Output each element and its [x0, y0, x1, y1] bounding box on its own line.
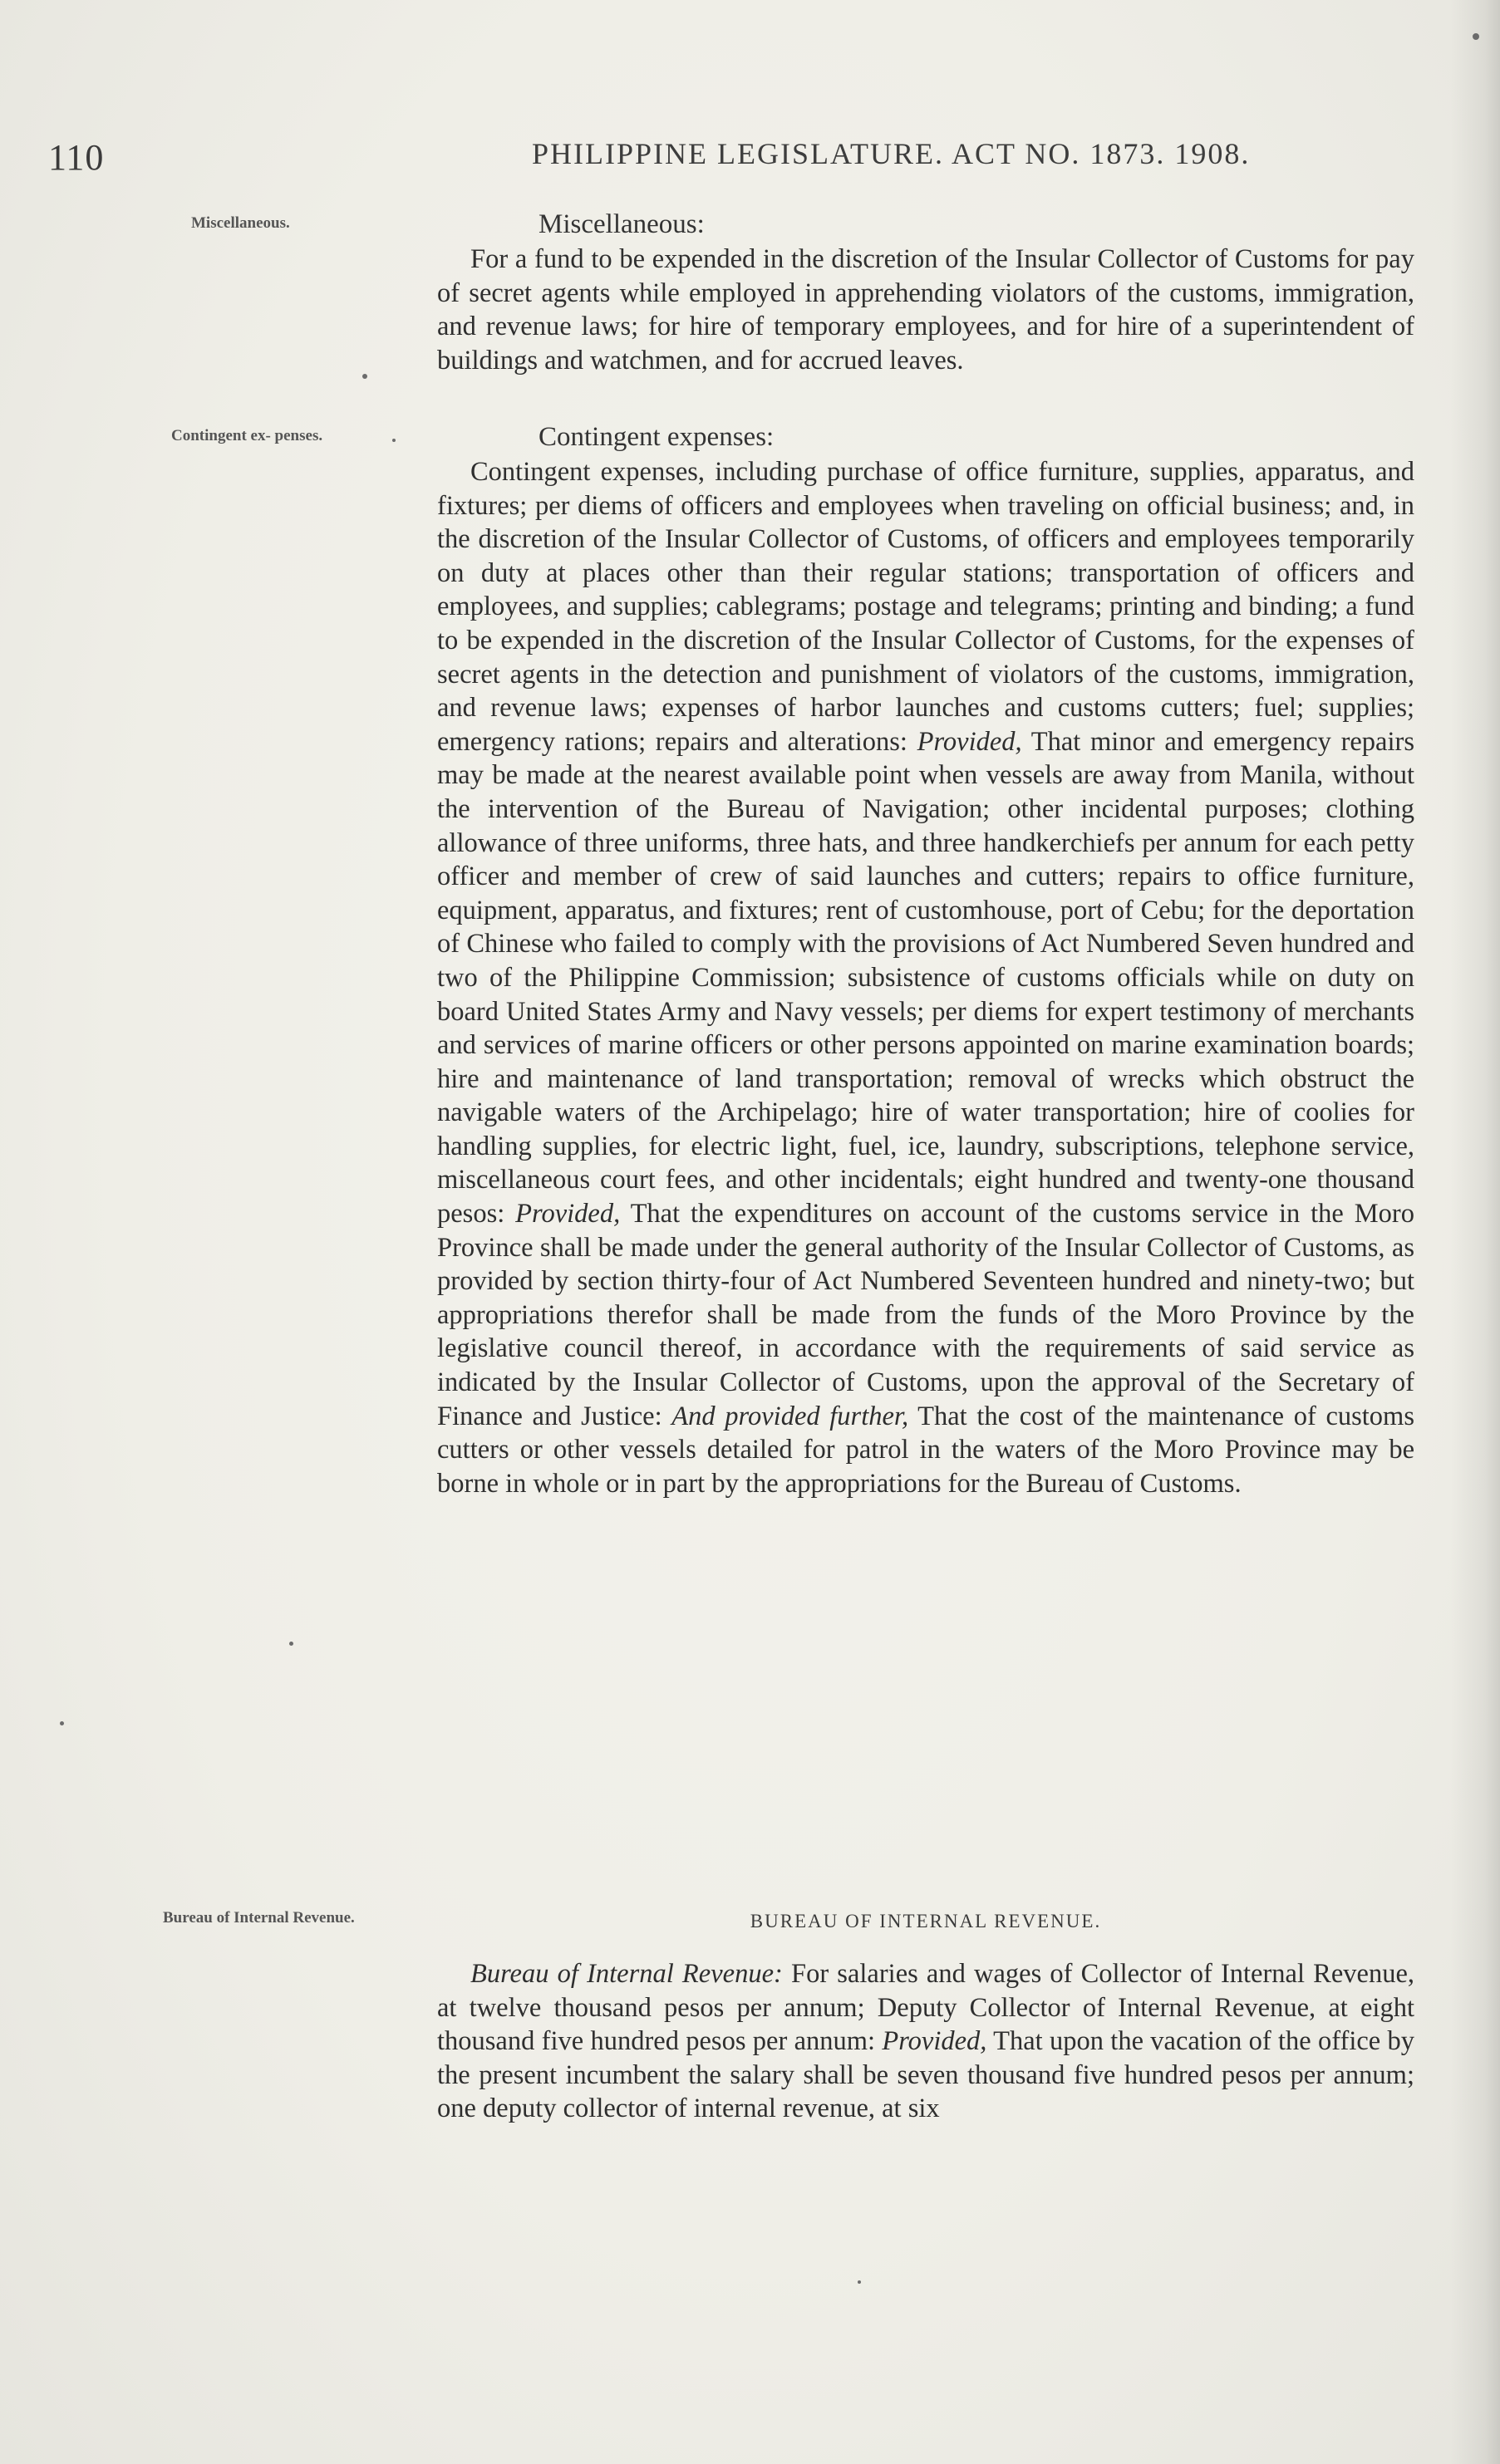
heading-bureau-of-internal-revenue: BUREAU OF INTERNAL REVENUE.	[750, 1911, 1102, 1931]
bureau-text-1: For salaries and wages of Collector of Internal Revenue, at twelve thousand pesos per annum; Deputy Collector of Internal Revenue, at eight thousand five hundred pesos per annum:	[437, 1959, 1415, 2057]
provided-1: Provided,	[917, 726, 1022, 757]
paragraph-miscellaneous	[437, 243, 1414, 377]
scan-speck	[362, 374, 367, 379]
provided-further: And provided further,	[671, 1401, 909, 1431]
heading-miscellaneous: Miscellaneous:	[539, 209, 705, 239]
scan-speck	[858, 2280, 861, 2284]
paragraph-contingent	[437, 455, 1414, 1500]
scan-speck	[1473, 33, 1479, 40]
paragraph-bureau	[437, 1957, 1414, 2126]
provided-3: Provided,	[882, 2026, 987, 2057]
running-head: PHILIPPINE LEGISLATURE. ACT NO. 1873. 1908.	[532, 137, 1251, 170]
page-number: 110	[48, 137, 105, 178]
contingent-text-1: Contingent expenses, including purchase of office furniture, supplies, apparatus, and fixtures; per diems of officers and employees when traveling on official business; and, in the discretion of the Insular Collector of Customs, of officers and employees temporarily on duty at places other than their regular stations; transportation of officers and employees, and supplies; cablegrams; postage and telegrams; printing and binding; a fund to be expended in the discretion of the Insular Collector of Customs, for the expenses of secret agents in the detection and punishment of violators of the customs, immigration, and revenue laws; expenses of harbor launches and customs cutters; fuel; supplies; emergency rations; repairs and alterations:	[437, 457, 1414, 757]
bureau-lead: Bureau of Internal Revenue:	[470, 1959, 783, 1989]
contingent-text-4: That the cost of the maintenance of customs cutters or other vessels detailed for patrol in the waters of the Moro Province may be borne in whole or in part by the appropriations for the Bureau of Customs.	[437, 1401, 1414, 1499]
margin-note-miscellaneous: Miscellaneous.	[191, 214, 290, 232]
scan-speck	[60, 1721, 64, 1725]
miscellaneous-text: For a fund to be expended in the discretion of the Insular Collector of Customs for pay of secret agents while employed in apprehending violators of the customs, immigration, and revenue laws; for hire of temporary employees, and for hire of a superintendent of buildings and watchmen, and for accrued leaves.	[437, 244, 1414, 375]
bureau-text-2: That upon the vacation of the office by the present incumbent the salary shall be seven thousand five hundred pesos per annum; one deputy collector of internal revenue, at six	[437, 2026, 1415, 2124]
margin-note-contingent: Contingent ex- penses.	[171, 427, 323, 444]
scan-speck	[289, 1642, 293, 1646]
heading-contingent: Contingent expenses:	[539, 422, 775, 452]
page-edge-shadow	[1450, 0, 1500, 2464]
scan-speck	[392, 439, 396, 442]
contingent-text-3: That the expenditures on account of the customs service in the Moro Province shall be made under the general authority of the Insular Collector of Customs, as provided by section thirty-four of Act Numbered Seventeen hundred and ninety-two; but appropriations therefor shall be made from the funds of the Moro Province by the legislative council thereof, in accordance with the requirements of said service as indicated by the Insular Collector of Customs, upon the approval of the Secretary of Finance and Justice:	[437, 1199, 1414, 1431]
margin-note-bureau: Bureau of Internal Revenue.	[163, 1909, 355, 1927]
provided-2: Provided,	[515, 1199, 621, 1230]
contingent-text-2: That minor and emergency repairs may be made at the nearest available point when vessels are away from Manila, without the intervention of the Bureau of Navigation; other incidental purposes; clothing allowance of three uniforms, three hats, and three handkerchiefs per annum for each petty officer and member of crew of said launches and cutters; repairs to office furniture, equipment, apparatus, and fixtures; rent of customhouse, port of Cebu; for the deportation of Chinese who failed to comply with the provisions of Act Numbered Seven hundred and two of the Philippine Commission; subsistence of customs officials while on duty on board United States Army and Navy vessels; per diems for expert testimony of merchants and services of marine officers or other persons appointed on marine examination boards; hire and maintenance of land transportation; removal of wrecks which obstruct the navigable waters of the Archipelago; hire of water transportation; hire of coolies for handling supplies, for electric light, fuel, ice, laundry, subscriptions, telephone service, miscellaneous court fees, and other incidentals; eight hundred and twenty-one thousand pesos:	[437, 726, 1414, 1230]
